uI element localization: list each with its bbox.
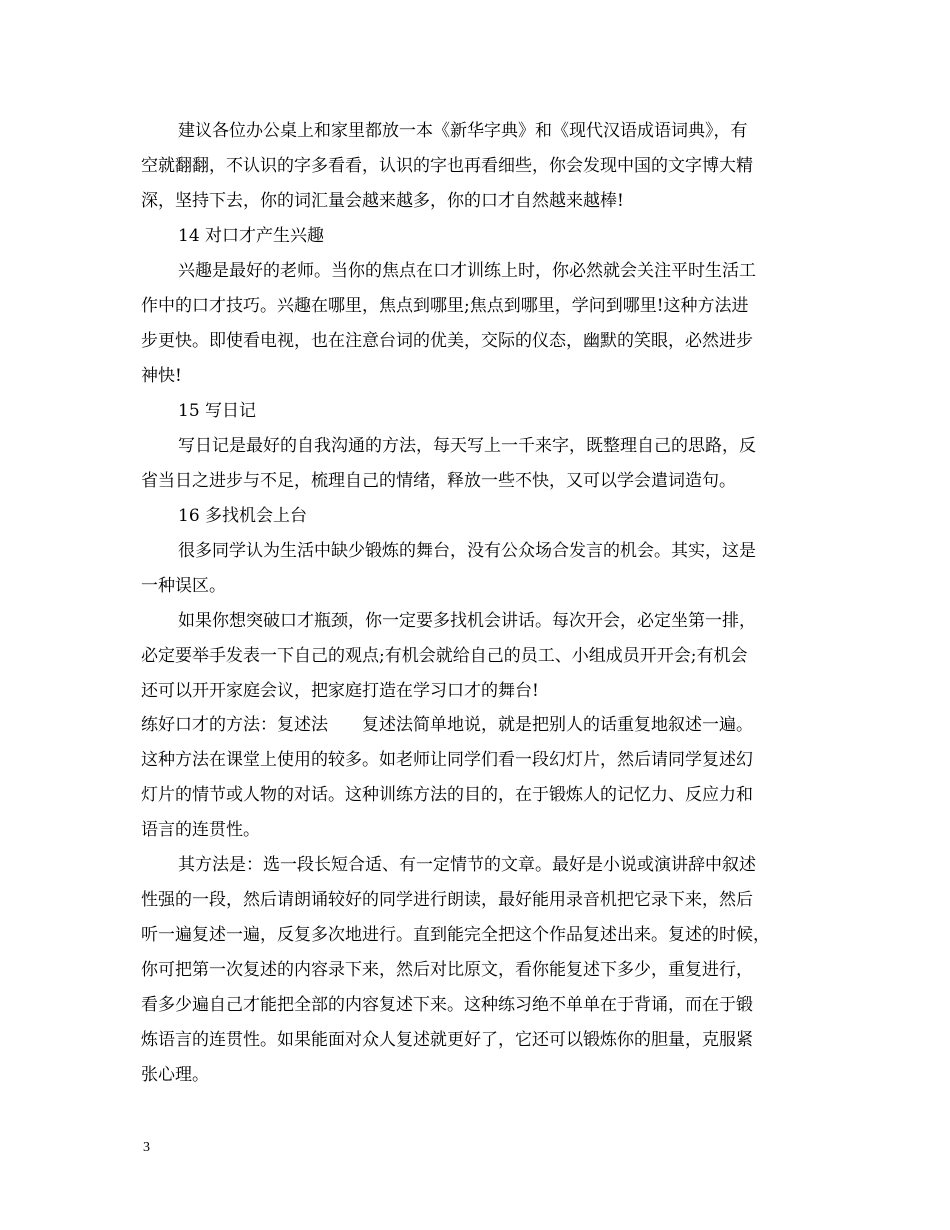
body-text-line: 张心理。 (141, 1065, 209, 1085)
body-text-line: 如果你想突破口才瓶颈，你一定要多找机会讲话。每次开会，必定坐第一排， (178, 611, 756, 631)
body-text-line: 步更快。即使看电视，也在注意台词的优美，交际的仪态，幽默的笑眼，必然进步 (141, 331, 753, 351)
body-text-line: 看多少遍自己才能把全部的内容复述下来。这种练习绝不单单在于背诵，而在于锻 (141, 995, 753, 1015)
body-text-line: 深，坚持下去，你的词汇量会越来越多，你的口才自然越来越棒! (141, 191, 624, 211)
body-text-line: 这种方法在课堂上使用的较多。如老师让同学们看一段幻灯片，然后请同学复述幻 (141, 750, 753, 770)
body-text-line: 一种误区。 (141, 576, 226, 596)
body-text-line: 还可以开开家庭会议，把家庭打造在学习口才的舞台! (141, 681, 539, 701)
body-text-line: 作中的口才技巧。兴趣在哪里，焦点到哪里;焦点到哪里，学问到哪里!这种方法进 (141, 296, 749, 316)
body-text-line: 练好口才的方法：复述法 复述法简单地说，就是把别人的话重复地叙述一遍。 (141, 715, 753, 735)
body-text-line: 听一遍复述一遍，反复多次地进行。直到能完全把这个作品复述出来。复述的时候， (141, 925, 770, 945)
body-text-line: 性强的一段，然后请朗诵较好的同学进行朗读，最好能用录音机把它录下来，然后 (141, 890, 753, 910)
body-text-line: 其方法是：选一段长短合适、有一定情节的文章。最好是小说或演讲辞中叙述 (178, 855, 756, 875)
body-text-line: 必定要举手发表一下自己的观点;有机会就给自己的员工、小组成员开开会;有机会 (141, 646, 748, 666)
body-text-line: 兴趣是最好的老师。当你的焦点在口才训练上时，你必然就会关注平时生活工 (178, 261, 756, 281)
body-text-line: 神快! (141, 366, 182, 386)
page-number: 3 (143, 1140, 150, 1155)
body-text-line: 你可把第一次复述的内容录下来，然后对比原文，看你能复述下多少，重复进行， (141, 960, 753, 980)
body-text-line: 很多同学认为生活中缺少锻炼的舞台，没有公众场合发言的机会。其实，这是 (178, 541, 756, 561)
section-heading: 15 写日记 (178, 401, 257, 421)
section-heading: 16 多找机会上台 (178, 506, 308, 526)
body-text-line: 建议各位办公桌上和家里都放一本《新华字典》和《现代汉语成语词典》，有 (178, 121, 748, 141)
body-text-line: 炼语言的连贯性。如果能面对众人复述就更好了，它还可以锻炼你的胆量，克服紧 (141, 1030, 753, 1050)
body-text-line: 空就翻翻，不认识的字多看看，认识的字也再看细些，你会发现中国的文字博大精 (141, 156, 753, 176)
body-text-line: 语言的连贯性。 (141, 820, 260, 840)
section-heading: 14 对口才产生兴趣 (178, 226, 325, 246)
body-text-line: 省当日之进步与不足，梳理自己的情绪，释放一些不快，又可以学会遣词造句。 (141, 471, 736, 491)
body-text-line: 写日记是最好的自我沟通的方法，每天写上一千来字，既整理自己的思路，反 (178, 436, 756, 456)
body-text-line: 灯片的情节或人物的对话。这种训练方法的目的，在于锻炼人的记忆力、反应力和 (141, 785, 753, 805)
